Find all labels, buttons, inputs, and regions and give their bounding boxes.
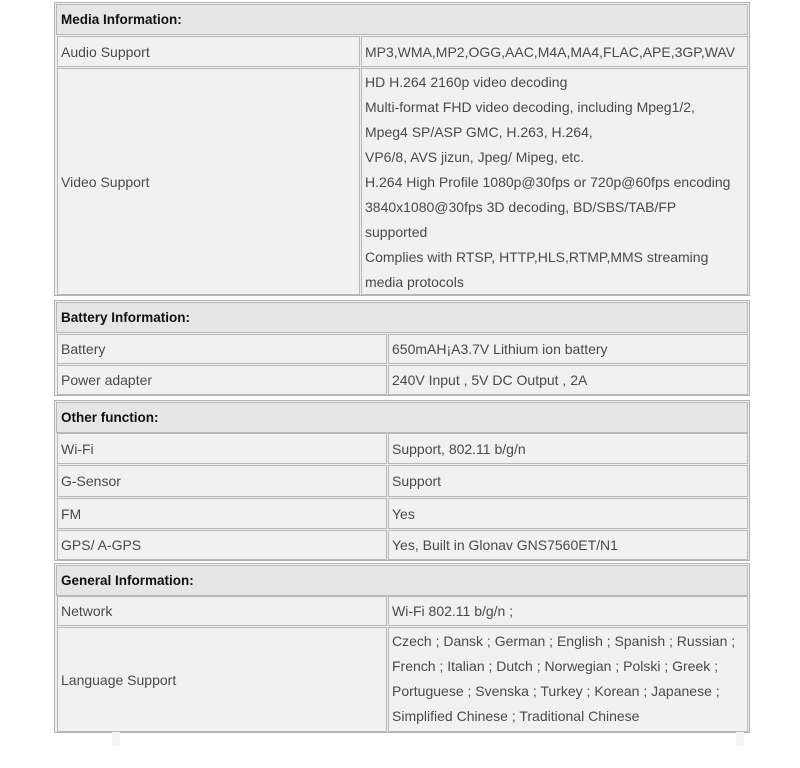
text-line: Czech ; Dansk ; German ; English ; Spanish ; Russian ; (392, 633, 736, 649)
table-row (56, 465, 748, 497)
row-label: Video Support (57, 68, 360, 295)
row-value: Yes (388, 498, 748, 529)
row-label: FM (57, 498, 387, 529)
text-line: Simplified Chinese ; Traditional Chinese (392, 708, 640, 724)
table-row (56, 596, 748, 626)
table-row (56, 36, 748, 67)
row-label: Power adapter (57, 365, 387, 395)
table-row (56, 68, 748, 295)
text-line: Complies with RTSP, HTTP,HLS,RTMP,MMS streaming (365, 249, 709, 265)
text-line: HD H.264 2160p video decoding (365, 74, 568, 90)
media-information-table (54, 2, 750, 296)
table-row (56, 627, 748, 732)
row-value: Wi-Fi 802.11 b/g/n ; (388, 596, 748, 626)
text-line: French ; Italian ; Dutch ; Norwegian ; Polski ; Greek ; (392, 658, 719, 674)
text-line: VP6/8, AVS jizun, Jpeg/ Mipeg, etc. (365, 149, 585, 165)
table-row (56, 530, 748, 560)
table-row (56, 498, 748, 529)
row-label: Battery (57, 334, 387, 364)
row-value: 650mAH¡A3.7V Lithium ion battery (388, 334, 748, 364)
text-line: media protocols (365, 274, 464, 290)
other-function-table (54, 400, 750, 561)
row-value: Yes, Built in Glonav GNS7560ET/N1 (388, 530, 748, 560)
row-label: GPS/ A-GPS (57, 530, 387, 560)
text-line: Multi-format FHD video decoding, including Mpeg1/2, (365, 99, 695, 115)
row-label: Language Support (57, 627, 387, 732)
row-value (388, 627, 748, 732)
row-value: Support (388, 465, 748, 497)
text-line: H.264 High Profile 1080p@30fps or 720p@60fps encoding (365, 174, 731, 190)
table-row (56, 334, 748, 364)
row-value (361, 68, 748, 295)
general-information-table (54, 563, 750, 733)
row-label: Audio Support (57, 36, 360, 67)
text-line: Mpeg4 SP/ASP GMC, H.263, H.264, (365, 124, 593, 140)
table-row (56, 433, 748, 464)
media-information-heading: Media Information: (56, 4, 748, 35)
row-label: Network (57, 596, 387, 626)
battery-information-table (54, 300, 750, 396)
general-information-heading: General Information: (56, 565, 748, 596)
text-line: supported (365, 224, 428, 240)
row-value: Support, 802.11 b/g/n (388, 433, 748, 464)
table-row (56, 365, 748, 395)
decorative-shadow (736, 732, 744, 746)
other-function-heading: Other function: (56, 402, 748, 433)
text-line: Portuguese ; Svenska ; Turkey ; Korean ; Japanese ; (392, 683, 720, 699)
text-line: 3840x1080@30fps 3D decoding, BD/SBS/TAB/FP (365, 199, 677, 215)
row-label: G-Sensor (57, 465, 387, 497)
row-value: 240V Input , 5V DC Output , 2A (388, 365, 748, 395)
row-value: MP3,WMA,MP2,OGG,AAC,M4A,MA4,FLAC,APE,3GP,WAV (361, 36, 748, 67)
decorative-shadow (112, 732, 120, 746)
battery-information-heading: Battery Information: (56, 302, 748, 333)
row-label: Wi-Fi (57, 433, 387, 464)
